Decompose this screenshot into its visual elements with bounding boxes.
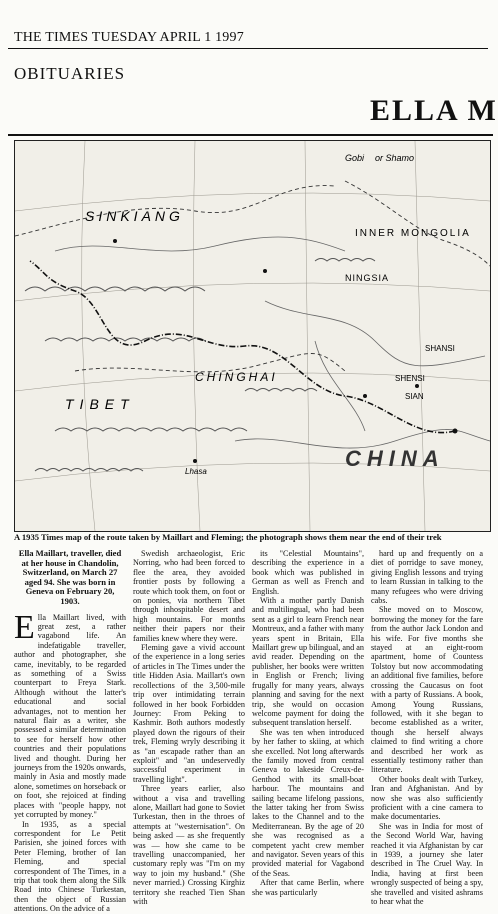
map-label-shensi: SHENSI: [395, 374, 425, 383]
article-paragraph: After that came Berlin, where she was particularly: [252, 878, 364, 897]
paragraph-text: lla Maillart lived, with great zest, a rather vagabond life. An indefatigable traveller, author and photographer, she came, inevitably, to be regarded as something of a Swiss counterpart to Freya Stark. Although without the latter's educational and social advantages, not to mention her natural flair as a writer, she possessed a similar determination to see for herself how other countries and their populations lived and thought. During her journeys from the 1920s onwards, mainly in Asia and mostly made alone, sometimes on horseback or on foot, she rejoiced at finding places with "people happy, not yet corrupted by money.": [14, 612, 126, 820]
article-column-1: [14, 548, 126, 914]
article-paragraph: Other books dealt with Turkey, Iran and Afghanistan. And by now she was also sufficiently proficient with a cine camera to make documentaries.: [371, 774, 483, 822]
article-paragraph: Fleming gave a vivid account of the experience in a long series of articles in The Times under the title Hidden Asia. Maillart's own recollections of the 3,500-mile trip over intimidating terrain followed in her book Forbidden Journey: From Peking to Kashmir. Both authors modestly played down the rigours of their trek, Fleming wryly describing it as "an escapade rather than an exploit" and "an undeservedly successful experiment in travelling light".: [133, 643, 245, 784]
map-label-china: CHINA: [345, 446, 445, 471]
article-paragraph: its "Celestial Mountains", describing the experience in a book which was published in German as well as French and English.: [252, 549, 364, 596]
article-paragraph: [14, 608, 126, 820]
article-paragraph: She was in India for most of the Second World War, having reached it via Afghanistan by car in 1939, a journey she later described in The Cruel Way. In India, having at first been wrongly suspected of being a spy, she travelled and visited ashrams to hear what the: [371, 821, 483, 907]
article-paragraph: She moved on to Moscow, borrowing the money for the fare from the author Jack London and his wife. For five months she stayed at an eight-room apartment, home of Countess Tolstoy but now accommodating an additional five families, before crossing the Caucasus on foot with a party of Russians. A book, Among Young Russians, followed, with it she began to become established as a writer, though she herself always claimed to find writing a chore and described her work as essentially testimony rather than literature.: [371, 605, 483, 775]
article-paragraph: Three years earlier, also without a visa and travelling alone, Maillart had gone to Soviet Turkestan, then in the throes of attempts at "westernisation". On being asked — as she frequently was — how she came to be travelling unaccompanied, her customary reply was "I'm on my way to join my husband." (She never married.) Crossing Kirghiz territory she reached Tien Shan with: [133, 784, 245, 907]
article-paragraph: In 1935, as a special correspondent for Le Petit Parisien, she joined forces with Peter Fleming, brother of Ian Fleming, and special correspondent of The Times, in a trip that took them along the Silk Road into Chinese Turkestan, then the object of Russian attentions. On the advice of a: [14, 819, 126, 914]
drop-cap: E: [14, 608, 35, 646]
map-label-shansi: SHANSI: [425, 344, 455, 353]
article-column-4: [371, 549, 483, 907]
obituary-lede: Ella Maillart, traveller, died at her house in Chandolin, Switzerland, on March 27 aged 94. She was born in Geneva on February 20, 1903.: [18, 548, 122, 606]
article-paragraph: With a mother partly Danish and multilingual, who had been sent as a girl to learn French near Montreux, and a father with many years spent in Britain, Ella Maillart grew up bilingual, and an avid reader. Depending on the publisher, her books were written in English or French; living frugally for many years, always planning and saving for the next trip, she would on occasion welcome payment for doing the subsequent translation herself.: [252, 596, 364, 728]
masthead-rule: [8, 48, 488, 49]
map-label-sinkiang: SINKIANG: [85, 208, 184, 224]
map-label-inner-mongolia: INNER MONGOLIA: [355, 228, 471, 239]
map-label-tibet: TIBET: [65, 396, 135, 412]
article-column-3: [252, 549, 364, 897]
map-drawing: [15, 141, 490, 531]
map-label-shamo: or Shamo: [375, 153, 415, 163]
route-map: [14, 140, 491, 532]
map-label-sian: SIAN: [405, 392, 424, 401]
map-label-gobi: Gobi: [345, 153, 365, 163]
map-caption: A 1935 Times map of the route taken by Maillart and Fleming; the photograph shows them near the end of their trek: [14, 532, 442, 542]
map-label-chinghai: CHINGHAI: [195, 370, 278, 384]
map-label-ningsia: NINGSIA: [345, 273, 390, 283]
article-paragraph: hard up and frequently on a diet of porridge to save money, giving English lessons and trying to learn Russian in talking to the many refugees who were driving cabs.: [371, 549, 483, 606]
map-label-lhasa: Lhasa: [185, 467, 207, 476]
headline-rule: [8, 134, 493, 136]
headline: ELLA M: [370, 94, 498, 127]
article-paragraph: Swedish archaeologist, Eric Norring, who had been forced to flee the area, they avoided frontier posts by following a route which took them, on foot or on ponies, via northern Tibet through inhospitable desert and high mountains. For months neither their papers nor their families knew where they were.: [133, 549, 245, 643]
section-title: OBITUARIES: [14, 64, 126, 83]
masthead: THE TIMES TUESDAY APRIL 1 1997: [14, 30, 244, 45]
article-paragraph: She was ten when introduced by her father to skiing, at which she excelled. Not long afterwards the family moved from central Geneva to lakeside Creux-de-Genthod with its small-boat harbour. The mountains and sailing became lifelong passions, the latter taking her from Swiss lakes to the Channel and to the Mediterranean. By the age of 20 she was recognised as a competent yacht crew member and navigator. Seven years of this provided material for Vagabond of the Seas.: [252, 727, 364, 878]
article-column-2: [133, 549, 245, 907]
